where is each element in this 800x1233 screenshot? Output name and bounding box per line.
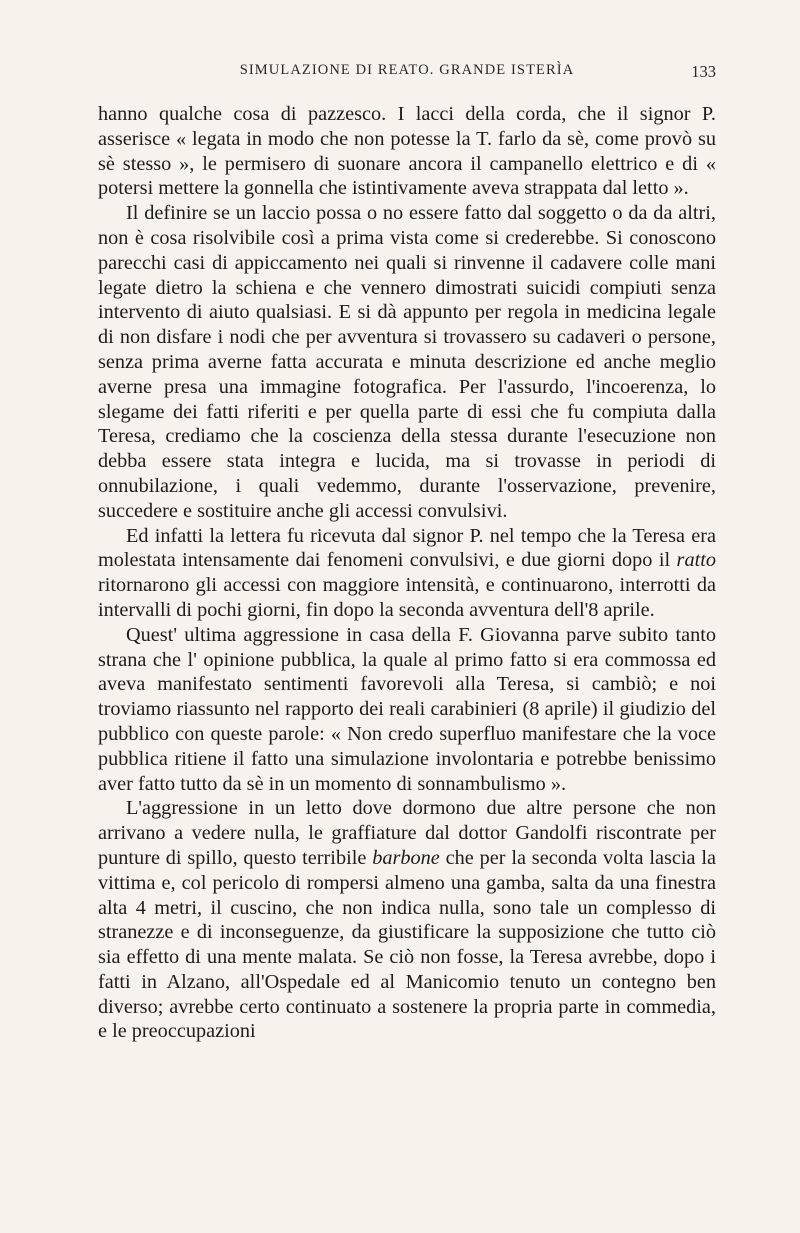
running-header xyxy=(98,62,716,86)
paragraph-text: Quest' ultima aggressione in casa della F. Giovanna parve subito tanto strana che l' opinione pubblica, la quale al primo fatto si era commossa ed aveva manifestato sentimenti favorevoli alla Teresa, si cambiò; e noi troviamo riassunto nel rapporto dei reali carabinieri (8 aprile) il giudizio del pubblico con queste parole: « Non credo superfluo manifestare che la voce pubblica ritiene il fatto una simulazione involontaria e potrebbe benissimo aver fatto tutto da sè in un momento di sonnambulismo ». xyxy=(98,623,716,795)
paragraph xyxy=(98,524,716,623)
paragraph-text: ritornarono gli accessi con maggiore intensità, e continuarono, interrotti da intervalli di pochi giorni, fin dopo la seconda avventura dell'8 aprile. xyxy=(98,574,716,621)
paragraph xyxy=(98,201,716,523)
body-text xyxy=(98,102,716,1044)
running-title: SIMULAZIONE DI REATO. GRANDE ISTERÌA xyxy=(239,62,575,78)
paragraph xyxy=(98,102,716,201)
paragraph xyxy=(98,623,716,797)
paragraph-text: hanno qualche cosa di pazzesco. I lacci della corda, che il signor P. asserisce « legata in modo che non potesse la T. farlo da sè, come provò su sè stesso », le permisero di suonare ancora il campanello elettrico e di « potersi mettere la gonnella che istintivamente aveva strappata dal letto ». xyxy=(98,103,716,200)
paragraph xyxy=(98,796,716,1044)
italic-text: barbone xyxy=(372,846,440,869)
italic-text: ratto xyxy=(676,549,716,572)
paragraph-text: L'aggressione in un letto dove dormono due altre persone che non arrivano a vedere nulla, le graffiature dal dottor Gandolfi riscontrate per punture di spillo, questo terribile xyxy=(98,797,716,869)
paragraph-text: che per la seconda volta lascia la vittima e, col pericolo di rompersi almeno una gamba, salta da una finestra alta 4 metri, il cuscino, che non indica nulla, sono tale un complesso di stranezze e di inconseguenze, da giustificare la supposizione che tutto ciò sia effetto di una mente malata. Se ciò non fosse, la Teresa avrebbe, dopo i fatti in Alzano, all'Ospedale ed al Manicomio tenuto un contegno ben diverso; avrebbe certo continuato a sostenere la propria parte in commedia, e le preoccupazioni xyxy=(98,846,716,1043)
page-number: 133 xyxy=(691,62,716,81)
paragraph-text: Ed infatti la lettera fu ricevuta dal signor P. nel tempo che la Teresa era molestata intensamente dai fenomeni convulsivi, e due giorni dopo il xyxy=(98,524,716,572)
paragraph-text: Il definire se un laccio possa o no essere fatto dal soggetto o da da altri, non è cosa risolvibile così a prima vista come si crederebbe. Si conoscono parecchi casi di appiccamento nei quali si rinvenne il cadavere colle mani legate dietro la schiena e che vennero dimostrati suicidi compiuti senza intervento di aiuto qualsiasi. E si dà appunto per regola in medicina legale di non disfare i nodi che per avventura si trovassero su cadaveri o persone, senza prima averne fatta accurata e minuta descrizione ed anche meglio averne presa una immagine fotografica. Per l'assurdo, l'incoerenza, lo slegame dei fatti riferiti e per quella parte di essi che fu compiuta dalla Teresa, crediamo che la coscienza della stessa durante l'esecuzione non debba essere stata integra e lucida, ma si trovasse in periodi di onnubilazione, i quali vedemmo, durante l'osservazione, prevenire, succedere e sostituire anche gli accessi convulsivi. xyxy=(98,202,716,522)
